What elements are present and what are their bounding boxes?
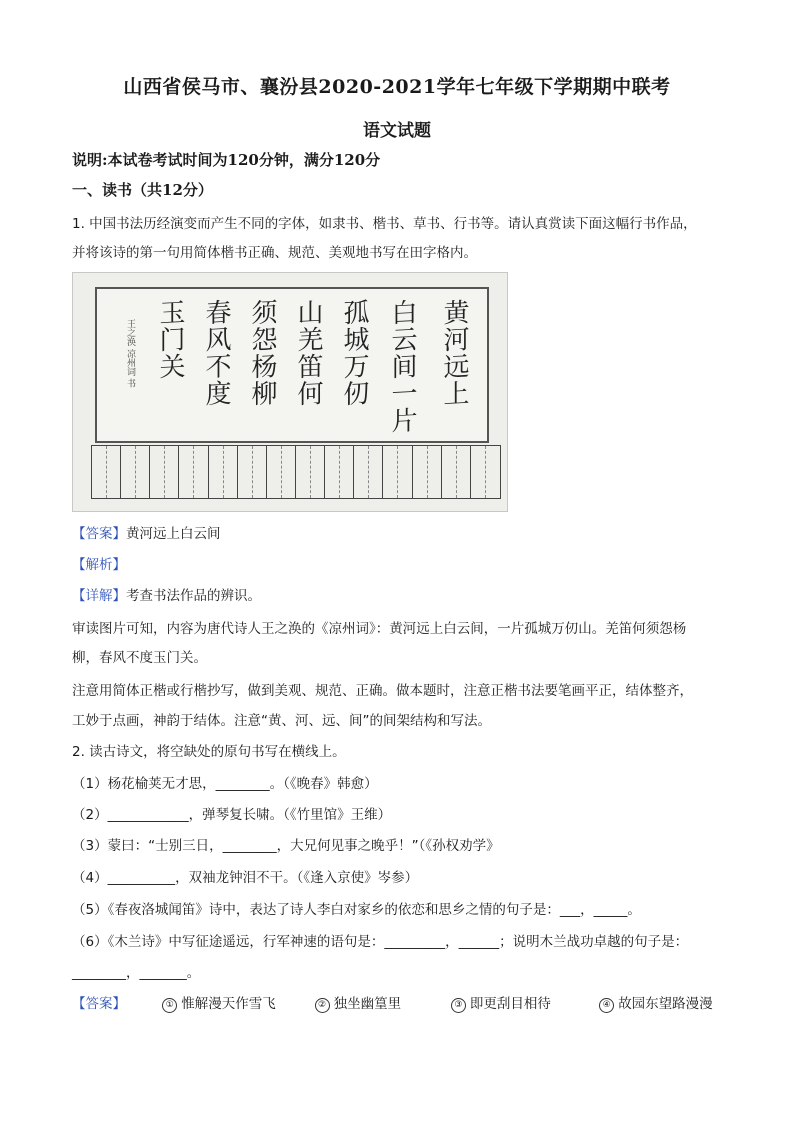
- calligraphy-column: 黄河远上: [439, 298, 469, 408]
- answer-item-text: 惟解漫天作雪飞: [181, 996, 276, 1012]
- analysis-paragraph-1-line-1: 审读图片可知，内容为唐代诗人王之涣的《凉州词》：黄河远上白云间，一片孤城万仞山。羌笛何须怨杨: [72, 621, 687, 637]
- answer-item: [451, 992, 595, 1013]
- grid-cell: [325, 446, 354, 498]
- question-1-line-2: 并将该诗的第一句用简体楷书正确、规范、美观地书写在田字格内。: [72, 245, 477, 261]
- grid-cell: [267, 446, 296, 498]
- calligraphy-column: 须怨杨柳: [247, 298, 277, 408]
- grid-cell: [442, 446, 471, 498]
- question-2-item: （6）《木兰诗》中写征途遥远，行军神速的语句是：_________，______；说明木兰战功卓越的句子是：: [72, 934, 689, 950]
- question-2-item: ________，_______。: [72, 965, 201, 981]
- analysis-paragraph-1-line-2: 柳，春风不度玉门关。: [72, 650, 207, 666]
- q2-answers: [72, 992, 732, 1013]
- answer-item: [315, 992, 447, 1013]
- question-2-item: （5）《春夜洛城闻笛》诗中，表达了诗人李白对家乡的依恋和思乡之情的句子是：___，_____。: [72, 902, 641, 918]
- question-2-stem: 2. 读古诗文，将空缺处的原句书写在横线上。: [72, 744, 346, 760]
- answer-number: ④: [599, 998, 614, 1013]
- answer-item: [162, 992, 310, 1013]
- calligraphy-column: 孤城万仞: [339, 298, 369, 408]
- detail-tag: 【详解】: [72, 588, 126, 604]
- calligraphy-column: 白云间一片: [387, 298, 417, 435]
- detail-text: 考查书法作品的辨识。: [126, 588, 261, 604]
- answer-text: 黄河远上白云间: [126, 526, 221, 542]
- calligraphy-column: 玉门关: [155, 298, 185, 381]
- analysis-paragraph-2-line-1: 注意用简体正楷或行楷抄写，做到美观、规范、正确。做本题时，注意正楷书法要笔画平正，结体整齐，: [72, 683, 693, 699]
- grid-cell: [296, 446, 325, 498]
- answer-item: [599, 992, 713, 1013]
- grid-cell: [179, 446, 208, 498]
- grid-cell: [383, 446, 412, 498]
- answer-tag: 【答案】: [72, 526, 126, 542]
- grid-cell: [209, 446, 238, 498]
- calligraphy-signature: 王之涣 凉州词 书: [125, 319, 135, 388]
- document-title: 山西省侯马市、襄汾县2020-2021学年七年级下学期期中联考: [123, 76, 671, 98]
- question-1-line-1: 1. 中国书法历经演变而产生不同的字体，如隶书、楷书、草书、行书等。请认真赏读下面这幅行书作品，: [72, 216, 697, 232]
- answer-tag: 【答案】: [72, 996, 126, 1012]
- q1-answer: [72, 524, 732, 544]
- document-subtitle: 语文试题: [363, 121, 431, 141]
- question-2-item: （2）____________，弹琴复长啸。（《竹里馆》王维）: [72, 807, 392, 823]
- detail-line: [72, 586, 732, 606]
- calligraphy-image: [72, 272, 508, 512]
- grid-cell: [150, 446, 179, 498]
- analysis-tag: 【解析】: [72, 557, 126, 573]
- answer-item-text: 即更刮目相待: [469, 996, 551, 1012]
- question-2-item: （4）__________，双袖龙钟泪不干。（《逢入京使》岑参）: [72, 870, 419, 886]
- grid-cell: [354, 446, 383, 498]
- tianzige-writing-grid: [91, 445, 501, 499]
- calligraphy-column: 山羌笛何: [293, 298, 323, 408]
- analysis-paragraph-2-line-2: 工妙于点画，神韵于结体。注意“黄、河、远、间”的间架结构和写法。: [72, 713, 491, 729]
- answer-number: ①: [162, 998, 177, 1013]
- answer-number: ②: [315, 998, 330, 1013]
- grid-cell: [413, 446, 442, 498]
- section-heading-reading: 一、读书（共12分）: [72, 181, 213, 199]
- calligraphy-scroll: [95, 287, 489, 443]
- grid-cell: [121, 446, 150, 498]
- question-2-item: （3）蒙曰：“士别三日，________，大兄何见事之晚乎！”（《孙权劝学》: [72, 838, 500, 854]
- answer-item-text: 故园东望路漫漫: [618, 996, 713, 1012]
- calligraphy-column: 春风不度: [201, 298, 231, 408]
- answer-item-text: 独坐幽篁里: [333, 996, 402, 1012]
- answer-number: ③: [451, 998, 466, 1013]
- grid-cell: [471, 446, 500, 498]
- grid-cell: [92, 446, 121, 498]
- question-2-item: （1）杨花榆荚无才思，________。（《晚春》韩愈）: [72, 776, 378, 792]
- exam-note: 说明:本试卷考试时间为120分钟，满分120分: [72, 151, 381, 169]
- grid-cell: [238, 446, 267, 498]
